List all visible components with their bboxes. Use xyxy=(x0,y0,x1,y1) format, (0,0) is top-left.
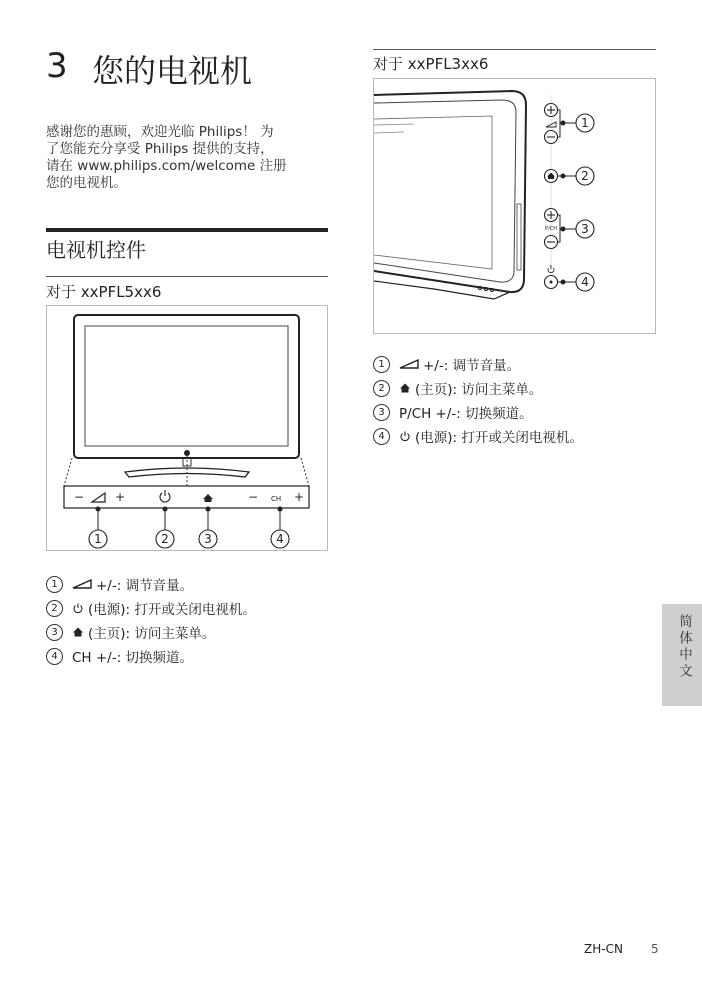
callout-dot xyxy=(561,174,566,179)
legend-number: 4 xyxy=(46,648,63,665)
legend-number: 3 xyxy=(373,404,390,421)
legend-number: 1 xyxy=(46,576,63,593)
subsection-rule xyxy=(46,276,328,277)
pfl3-tv-illustration xyxy=(374,79,655,333)
callout-dot xyxy=(561,280,566,285)
power-icon xyxy=(72,602,84,614)
control-point xyxy=(184,450,190,456)
callout-dot xyxy=(163,507,168,512)
panel-minus2: − xyxy=(248,490,259,504)
callout-dot xyxy=(96,507,101,512)
callout-dot xyxy=(561,121,566,126)
side-buttons xyxy=(517,204,521,270)
callout-number: 4 xyxy=(276,532,284,546)
legend-text: (电源): 打开或关闭电视机。 xyxy=(415,430,583,446)
callout-number: 1 xyxy=(581,116,589,130)
legend-text: P/CH +/-: 切换频道。 xyxy=(399,406,533,422)
tv-frame xyxy=(74,315,299,458)
callout-dot xyxy=(206,507,211,512)
pfl5-tv-illustration xyxy=(47,306,327,550)
legend-text: (电源): 打开或关闭电视机。 xyxy=(88,602,256,618)
pfl5-diagram xyxy=(46,305,328,551)
intro-paragraph xyxy=(46,124,328,192)
tv-screen xyxy=(374,116,492,269)
intro-line: 感谢您的惠顾，欢迎光临 Philips！ 为 xyxy=(46,124,274,140)
intro-line: 请在 www.philips.com/welcome 注册 xyxy=(46,158,287,174)
legend-number: 2 xyxy=(373,380,390,397)
footer-language-code: ZH-CN xyxy=(584,942,623,956)
panel-plus2: + xyxy=(294,490,305,504)
page-number: 5 xyxy=(651,942,659,956)
intro-line: 您的电视机。 xyxy=(46,175,127,191)
legend-number: 3 xyxy=(46,624,63,641)
legend-number: 4 xyxy=(373,428,390,445)
legend-item xyxy=(373,376,583,400)
legend-item xyxy=(46,620,256,644)
legend-text: (主页): 访问主菜单。 xyxy=(415,382,543,398)
zoom-line xyxy=(64,458,72,486)
volume-icon xyxy=(399,359,419,369)
language-tab-label: 简体中文 xyxy=(676,614,692,680)
callout-number: 4 xyxy=(581,275,589,289)
p-ch-mark: P/CH xyxy=(545,226,557,232)
legend-item xyxy=(373,352,583,376)
pfl3-diagram xyxy=(373,78,656,334)
callout-dot xyxy=(561,227,566,232)
home-icon xyxy=(72,626,84,638)
chapter-title: 您的电视机 xyxy=(92,52,253,90)
language-tab xyxy=(662,604,702,706)
home-icon xyxy=(399,382,411,394)
screen-reflection xyxy=(374,132,404,133)
power-dot xyxy=(550,281,553,284)
legend-item xyxy=(46,572,256,596)
legend-text: CH +/-: 切换频道。 xyxy=(72,650,193,666)
legend-text: +/-: 调节音量。 xyxy=(423,358,521,374)
intro-line: 了您能充分享受 Philips 提供的支持， xyxy=(46,141,274,157)
pfl3-legend xyxy=(373,352,583,448)
power-icon xyxy=(399,430,411,442)
callout-number: 2 xyxy=(161,532,169,546)
callout-number: 3 xyxy=(581,222,589,236)
legend-item xyxy=(46,596,256,620)
zoom-line xyxy=(301,458,309,486)
legend-item xyxy=(373,400,583,424)
legend-number: 1 xyxy=(373,356,390,373)
panel-plus1: + xyxy=(115,490,126,504)
tv-base xyxy=(374,271,510,299)
chapter-number: 3 xyxy=(46,46,68,86)
tv-frame xyxy=(374,91,526,292)
screen-reflection xyxy=(374,124,414,125)
callout-number: 2 xyxy=(581,169,589,183)
legend-item xyxy=(46,644,256,668)
legend-item xyxy=(373,424,583,448)
subsection-rule xyxy=(373,49,656,50)
volume-icon xyxy=(72,579,92,589)
callout-dot xyxy=(278,507,283,512)
section-divider xyxy=(46,228,328,232)
legend-text: +/-: 调节音量。 xyxy=(96,578,194,594)
subsection-title-pfl5: 对于 xxPFL5xx6 xyxy=(46,283,162,301)
subsection-title-pfl3: 对于 xxPFL3xx6 xyxy=(373,55,489,73)
pfl5-legend xyxy=(46,572,256,668)
panel-minus1: − xyxy=(74,490,85,504)
legend-text: (主页): 访问主菜单。 xyxy=(88,626,216,642)
tv-screen xyxy=(85,326,288,446)
tv-bezel xyxy=(374,100,516,282)
panel-ch: CH xyxy=(271,495,282,503)
callout-number: 3 xyxy=(204,532,212,546)
legend-number: 2 xyxy=(46,600,63,617)
callout-number: 1 xyxy=(94,532,102,546)
section-title: 电视机控件 xyxy=(46,238,146,262)
